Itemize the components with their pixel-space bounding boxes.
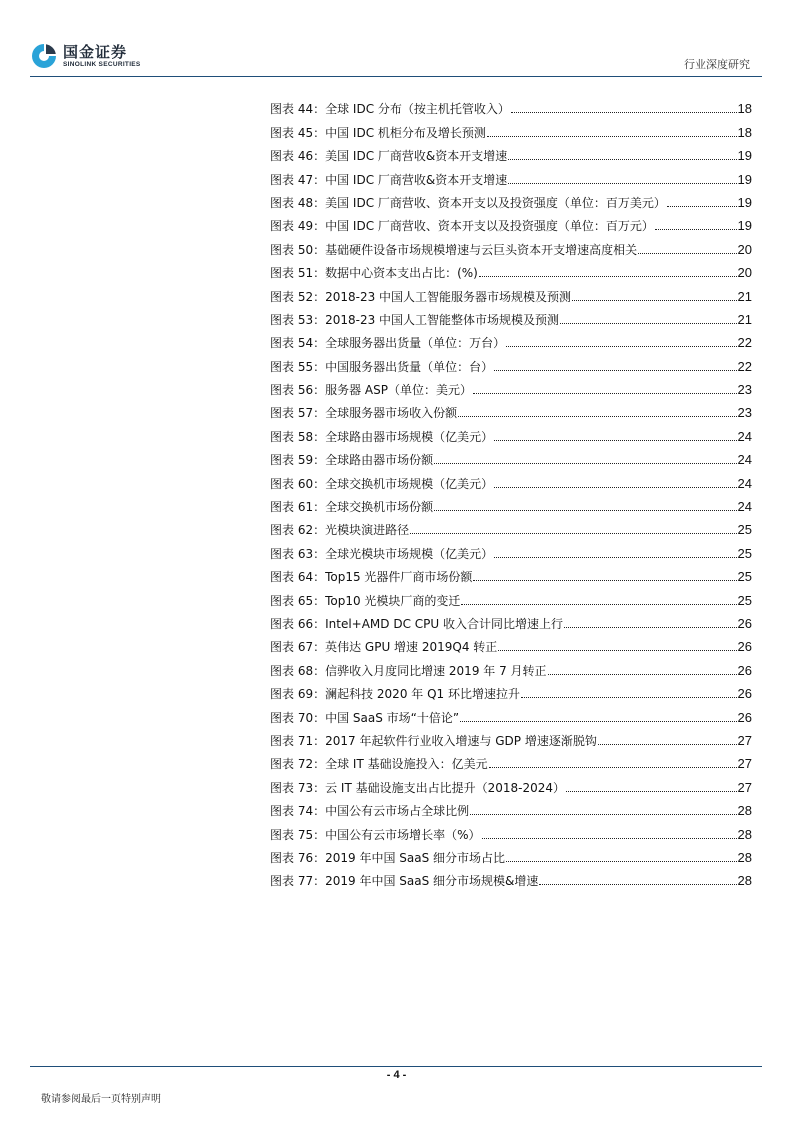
toc-dot-leader bbox=[473, 580, 736, 581]
toc-entry[interactable] bbox=[270, 188, 752, 211]
header-divider bbox=[30, 76, 762, 77]
toc-entry[interactable] bbox=[270, 141, 752, 164]
toc-dot-leader bbox=[638, 253, 736, 254]
toc-dot-leader bbox=[508, 183, 736, 184]
toc-entry-page: 21 bbox=[737, 311, 752, 327]
toc-entry[interactable] bbox=[270, 258, 752, 281]
toc-entry-title: 光模块演进路径 bbox=[325, 523, 410, 538]
toc-entry-title: 美国 IDC 厂商营收&资本开支增速 bbox=[325, 149, 508, 164]
toc-dot-leader bbox=[470, 814, 736, 815]
toc-entry-label: 图表 74： bbox=[270, 804, 326, 819]
toc-entry-label: 图表 70： bbox=[270, 710, 326, 725]
toc-entry-page: 19 bbox=[737, 171, 752, 187]
toc-entry[interactable] bbox=[270, 351, 752, 374]
toc-entry[interactable] bbox=[270, 445, 752, 468]
toc-entry-title: 美国 IDC 厂商营收、资本开支以及投资强度（单位：百万美元） bbox=[325, 195, 666, 210]
toc-entry-title: 全球 IDC 分布（按主机托管收入） bbox=[325, 102, 510, 117]
toc-entry-label: 图表 47： bbox=[270, 172, 326, 187]
toc-entry-page: 19 bbox=[737, 218, 752, 234]
toc-entry-title: 信骅收入月度同比增速 2019 年 7 月转正 bbox=[325, 663, 547, 678]
toc-entry-page: 26 bbox=[737, 662, 752, 678]
figure-list bbox=[270, 94, 752, 889]
toc-entry-label: 图表 60： bbox=[270, 476, 326, 491]
toc-entry[interactable] bbox=[270, 164, 752, 187]
toc-entry-label: 图表 57： bbox=[270, 406, 326, 421]
toc-entry-title: 云 IT 基础设施支出占比提升（2018-2024） bbox=[325, 780, 566, 795]
toc-entry-label: 图表 69： bbox=[270, 687, 326, 702]
page-number: - 4 - bbox=[386, 1069, 407, 1081]
toc-entry[interactable] bbox=[270, 679, 752, 702]
toc-entry-page: 23 bbox=[737, 405, 752, 421]
toc-entry-label: 图表 75： bbox=[270, 827, 326, 842]
toc-dot-leader bbox=[494, 440, 736, 441]
toc-entry-page: 22 bbox=[737, 335, 752, 351]
toc-entry[interactable] bbox=[270, 843, 752, 866]
toc-entry-label: 图表 49： bbox=[270, 219, 326, 234]
toc-entry-label: 图表 67： bbox=[270, 640, 326, 655]
toc-entry-title: 2018-23 中国人工智能整体市场规模及预测 bbox=[325, 312, 560, 327]
toc-entry-page: 26 bbox=[737, 615, 752, 631]
toc-dot-leader bbox=[458, 416, 736, 417]
sinolink-logo-icon bbox=[30, 42, 58, 70]
toc-entry-title: 2018-23 中国人工智能服务器市场规模及预测 bbox=[325, 289, 572, 304]
toc-dot-leader bbox=[548, 674, 737, 675]
toc-entry-label: 图表 68： bbox=[270, 663, 326, 678]
toc-entry-title: 全球路由器市场份额 bbox=[325, 453, 434, 468]
toc-entry-label: 图表 44： bbox=[270, 102, 326, 117]
toc-entry-label: 图表 73： bbox=[270, 780, 326, 795]
toc-dot-leader bbox=[479, 276, 737, 277]
toc-dot-leader bbox=[494, 487, 736, 488]
toc-entry-page: 19 bbox=[737, 194, 752, 210]
toc-entry-title: 全球 IT 基础设施投入：亿美元 bbox=[325, 757, 488, 772]
toc-entry-page: 28 bbox=[737, 826, 752, 842]
toc-entry[interactable] bbox=[270, 94, 752, 117]
toc-entry-title: 全球服务器出货量（单位：万台） bbox=[325, 336, 506, 351]
toc-entry-title: 中国公有云市场增长率（%） bbox=[325, 827, 481, 842]
toc-entry-label: 图表 56： bbox=[270, 383, 326, 398]
toc-dot-leader bbox=[560, 323, 736, 324]
toc-entry-page: 22 bbox=[737, 358, 752, 374]
toc-entry-label: 图表 63： bbox=[270, 546, 326, 561]
toc-entry-title: 服务器 ASP（单位：美元） bbox=[325, 383, 472, 398]
toc-entry-page: 24 bbox=[737, 452, 752, 468]
toc-entry-title: 全球交换机市场规模（亿美元） bbox=[325, 476, 494, 491]
toc-dot-leader bbox=[498, 650, 736, 651]
toc-entry-page: 24 bbox=[737, 428, 752, 444]
toc-entry-label: 图表 45： bbox=[270, 125, 326, 140]
toc-entry-page: 23 bbox=[737, 382, 752, 398]
toc-entry[interactable] bbox=[270, 726, 752, 749]
toc-entry-page: 26 bbox=[737, 686, 752, 702]
toc-entry[interactable] bbox=[270, 819, 752, 842]
toc-entry-page: 24 bbox=[737, 475, 752, 491]
toc-dot-leader bbox=[598, 744, 737, 745]
brand-name-cn: 国金证券 bbox=[63, 42, 128, 61]
toc-dot-leader bbox=[564, 627, 737, 628]
toc-entry-label: 图表 77： bbox=[270, 874, 326, 889]
toc-dot-leader bbox=[521, 697, 737, 698]
toc-entry-title: 英伟达 GPU 增速 2019Q4 转正 bbox=[325, 640, 498, 655]
report-type: 行业深度研究 bbox=[684, 58, 750, 71]
brand-logo bbox=[30, 42, 141, 70]
toc-entry-label: 图表 61： bbox=[270, 500, 326, 515]
toc-entry[interactable] bbox=[270, 702, 752, 725]
toc-entry[interactable] bbox=[270, 211, 752, 234]
toc-entry-label: 图表 58： bbox=[270, 429, 326, 444]
toc-entry[interactable] bbox=[270, 398, 752, 421]
toc-entry[interactable] bbox=[270, 655, 752, 678]
toc-entry-label: 图表 66： bbox=[270, 616, 326, 631]
toc-entry-title: 2017 年起软件行业收入增速与 GDP 增速逐渐脱钩 bbox=[325, 733, 597, 748]
toc-entry-page: 26 bbox=[737, 639, 752, 655]
toc-entry[interactable] bbox=[270, 749, 752, 772]
toc-entry-page: 18 bbox=[737, 124, 752, 140]
toc-dot-leader bbox=[434, 510, 736, 511]
toc-entry[interactable] bbox=[270, 117, 752, 140]
toc-entry-page: 27 bbox=[737, 779, 752, 795]
toc-entry-label: 图表 55： bbox=[270, 359, 326, 374]
toc-dot-leader bbox=[487, 136, 737, 137]
toc-entry-label: 图表 64： bbox=[270, 570, 326, 585]
toc-entry-label: 图表 50： bbox=[270, 242, 326, 257]
toc-dot-leader bbox=[508, 159, 736, 160]
toc-entry-label: 图表 65： bbox=[270, 593, 326, 608]
toc-dot-leader bbox=[506, 861, 737, 862]
toc-entry-page: 20 bbox=[737, 265, 752, 281]
toc-entry-title: 全球路由器市场规模（亿美元） bbox=[325, 429, 494, 444]
toc-dot-leader bbox=[655, 229, 737, 230]
page-header bbox=[0, 0, 793, 80]
toc-entry-label: 图表 71： bbox=[270, 733, 326, 748]
toc-entry[interactable] bbox=[270, 609, 752, 632]
toc-entry[interactable] bbox=[270, 515, 752, 538]
toc-dot-leader bbox=[539, 884, 736, 885]
toc-dot-leader bbox=[511, 112, 737, 113]
toc-entry-page: 25 bbox=[737, 522, 752, 538]
toc-entry-title: 中国 IDC 厂商营收&资本开支增速 bbox=[325, 172, 508, 187]
toc-entry-page: 28 bbox=[737, 803, 752, 819]
toc-entry-title: 中国服务器出货量（单位：台） bbox=[325, 359, 494, 374]
brand-name-en: SINOLINK SECURITIES bbox=[63, 60, 141, 68]
toc-entry-label: 图表 51： bbox=[270, 266, 326, 281]
toc-entry-title: Top10 光模块厂商的变迁 bbox=[325, 593, 461, 608]
toc-entry-label: 图表 48： bbox=[270, 195, 326, 210]
toc-dot-leader bbox=[506, 346, 736, 347]
toc-entry-title: 中国公有云市场占全球比例 bbox=[325, 804, 470, 819]
toc-entry[interactable] bbox=[270, 305, 752, 328]
toc-entry-title: 中国 IDC 厂商营收、资本开支以及投资强度（单位：百万元） bbox=[325, 219, 654, 234]
toc-dot-leader bbox=[494, 557, 736, 558]
toc-dot-leader bbox=[566, 791, 737, 792]
toc-entry-title: 全球交换机市场份额 bbox=[325, 500, 434, 515]
toc-entry-title: 全球服务器市场收入份额 bbox=[325, 406, 458, 421]
toc-entry-label: 图表 54： bbox=[270, 336, 326, 351]
toc-entry[interactable] bbox=[270, 585, 752, 608]
toc-entry[interactable] bbox=[270, 772, 752, 795]
toc-entry-title: 澜起科技 2020 年 Q1 环比增速拉升 bbox=[325, 687, 520, 702]
toc-entry[interactable] bbox=[270, 234, 752, 257]
toc-entry[interactable] bbox=[270, 421, 752, 444]
toc-dot-leader bbox=[460, 721, 736, 722]
toc-dot-leader bbox=[461, 604, 736, 605]
toc-entry[interactable] bbox=[270, 538, 752, 561]
toc-entry-page: 18 bbox=[737, 101, 752, 117]
toc-entry-page: 24 bbox=[737, 499, 752, 515]
toc-entry-title: 中国 SaaS 市场“十倍论” bbox=[325, 710, 460, 725]
toc-entry-page: 28 bbox=[737, 873, 752, 889]
toc-dot-leader bbox=[482, 838, 737, 839]
toc-entry-page: 21 bbox=[737, 288, 752, 304]
toc-dot-leader bbox=[489, 767, 737, 768]
toc-dot-leader bbox=[572, 300, 736, 301]
toc-entry-page: 20 bbox=[737, 241, 752, 257]
toc-entry-page: 26 bbox=[737, 709, 752, 725]
toc-entry-page: 25 bbox=[737, 592, 752, 608]
toc-dot-leader bbox=[434, 463, 736, 464]
toc-dot-leader bbox=[494, 370, 736, 371]
toc-entry-label: 图表 59： bbox=[270, 453, 326, 468]
toc-entry[interactable] bbox=[270, 328, 752, 351]
toc-entry-title: 中国 IDC 机柜分布及增长预测 bbox=[325, 125, 486, 140]
toc-entry-label: 图表 52： bbox=[270, 289, 326, 304]
toc-entry-title: 基础硬件设备市场规模增速与云巨头资本开支增速高度相关 bbox=[325, 242, 638, 257]
toc-entry-title: 2019 年中国 SaaS 细分市场占比 bbox=[325, 850, 506, 865]
toc-entry-title: Intel+AMD DC CPU 收入合计同比增速上行 bbox=[325, 616, 563, 631]
toc-dot-leader bbox=[410, 533, 736, 534]
toc-entry-label: 图表 46： bbox=[270, 149, 326, 164]
toc-entry-page: 25 bbox=[737, 569, 752, 585]
toc-dot-leader bbox=[667, 206, 737, 207]
toc-entry-title: 全球光模块市场规模（亿美元） bbox=[325, 546, 494, 561]
toc-dot-leader bbox=[473, 393, 737, 394]
toc-entry-label: 图表 62： bbox=[270, 523, 326, 538]
toc-entry[interactable] bbox=[270, 866, 752, 889]
toc-entry[interactable] bbox=[270, 562, 752, 585]
toc-entry-page: 27 bbox=[737, 756, 752, 772]
toc-entry-page: 25 bbox=[737, 545, 752, 561]
footer-divider bbox=[30, 1066, 762, 1067]
toc-entry[interactable] bbox=[270, 375, 752, 398]
toc-entry-label: 图表 72： bbox=[270, 757, 326, 772]
toc-entry[interactable] bbox=[270, 281, 752, 304]
toc-entry-page: 27 bbox=[737, 732, 752, 748]
toc-entry[interactable] bbox=[270, 796, 752, 819]
toc-entry[interactable] bbox=[270, 492, 752, 515]
toc-entry-page: 19 bbox=[737, 148, 752, 164]
toc-entry-label: 图表 76： bbox=[270, 850, 326, 865]
toc-entry-page: 28 bbox=[737, 849, 752, 865]
toc-entry-label: 图表 53： bbox=[270, 312, 326, 327]
toc-entry-title: 数据中心资本支出占比：(%) bbox=[325, 266, 478, 281]
toc-entry[interactable] bbox=[270, 468, 752, 491]
toc-entry-title: Top15 光器件厂商市场份额 bbox=[325, 570, 473, 585]
disclaimer-note: 敬请参阅最后一页特别声明 bbox=[41, 1094, 161, 1105]
toc-entry-title: 2019 年中国 SaaS 细分市场规模&增速 bbox=[325, 874, 539, 889]
toc-entry[interactable] bbox=[270, 632, 752, 655]
